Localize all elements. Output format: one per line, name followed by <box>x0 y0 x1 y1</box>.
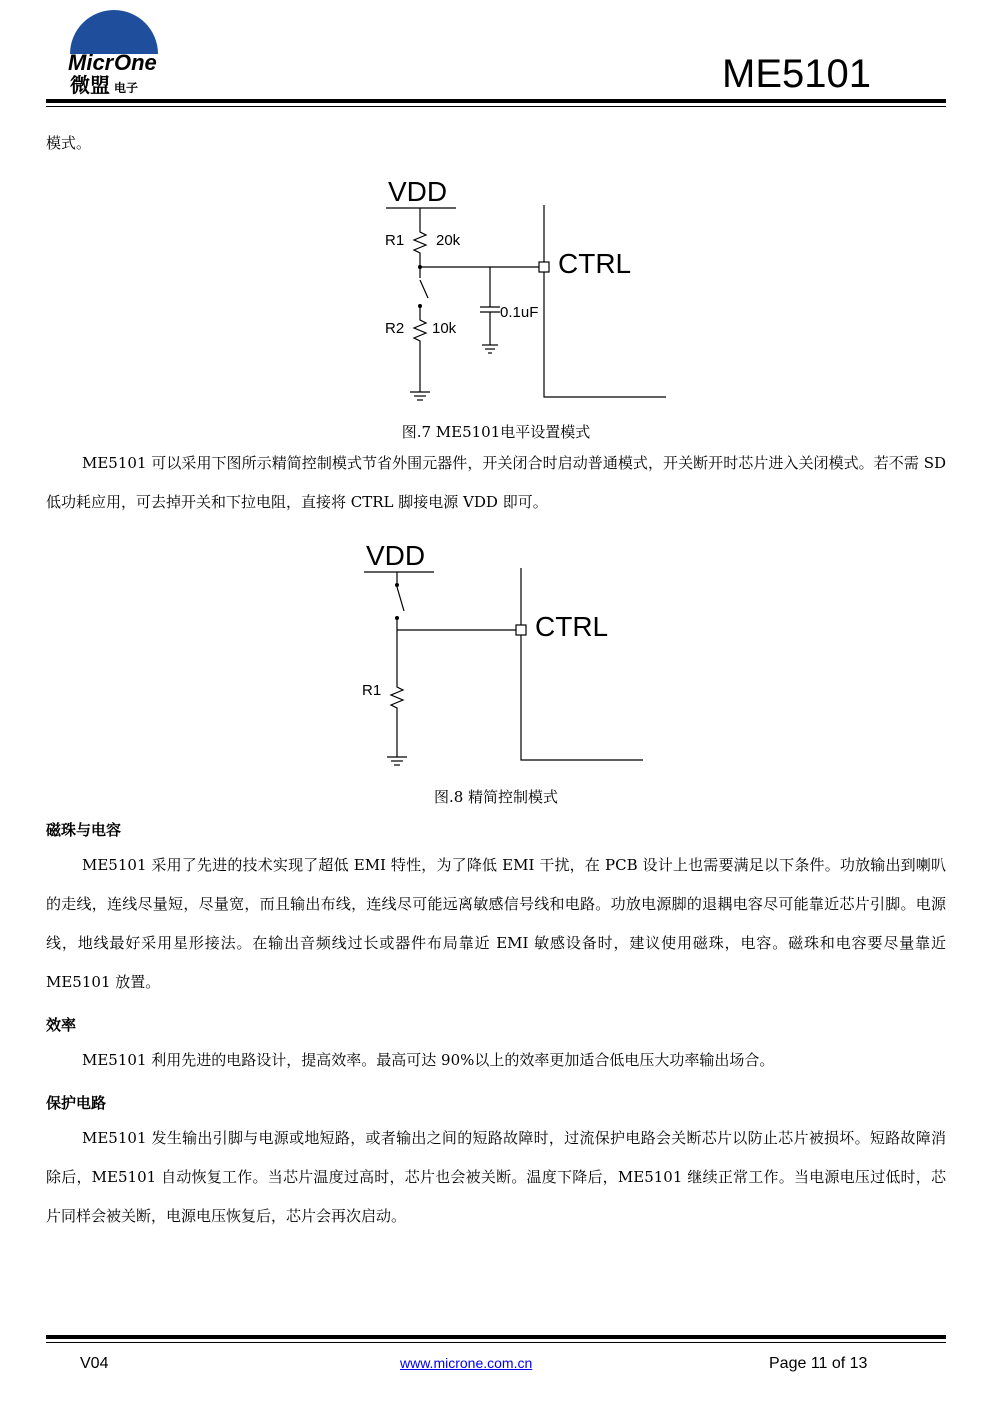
chip-outline <box>544 205 666 397</box>
footer-version: V04 <box>80 1355 109 1372</box>
figure8-vdd-label: VDD <box>366 540 426 571</box>
figure7-caption: 图.7 ME5101电平设置模式 <box>401 423 591 441</box>
logo-text-en-b: One <box>114 50 157 75</box>
switch <box>420 280 428 298</box>
r1-resistor <box>391 685 403 712</box>
figure7-vdd-label: VDD <box>388 176 448 207</box>
ctrl-pin <box>539 262 549 272</box>
logo-text-cn: 微盟 <box>70 75 110 97</box>
document-title: ME5101 <box>722 52 871 96</box>
logo-text-en-a: Micr <box>68 50 114 75</box>
figure8-ctrl-label: CTRL <box>535 611 609 642</box>
footer-page-number: Page 11 of 13 <box>769 1355 868 1372</box>
r1-resistor <box>414 228 426 257</box>
paragraph-ferrite-capacitor: ME5101 采用了先进的技术实现了超低 EMI 特性，为了降低 EMI 干扰，在 PCB 设计上也需要满足以下条件。功放输出到喇叭的走线，连线尽量短，尽量宽，而且输出布线，连线尽可能远离敏感信号线和电路。功放电源脚的退耦电容尽可能靠近芯片引脚。电源线，地线最好采用星形接法。在输出音频线过长或器件布局靠近 EMI 敏感设备时，建议使用磁珠，电容。磁珠和电容要尽量靠近 ME5101 放置。 <box>46 856 946 991</box>
ctrl-pin <box>516 625 526 635</box>
footer-url-wrap <box>400 1355 532 1373</box>
paragraph-protection: ME5101 发生输出引脚与电源或地短路，或者输出之间的短路故障时，过流保护电路会关断芯片以防止芯片被损坏。短路故障消除后，ME5101 自动恢复工作。当芯片温度过高时，芯片也会被关断。温度下降后，ME5101 继续正常工作。当电源电压过低时，芯片同样会被关断，电源电压恢复后，芯片会再次启动。 <box>46 1129 946 1225</box>
figure7-r2-label: R2 <box>385 320 405 337</box>
heading-protection: 保护电路 <box>46 1094 107 1112</box>
heading-efficiency: 效率 <box>46 1016 77 1034</box>
company-logo <box>62 4 172 100</box>
paragraph-efficiency: ME5101 利用先进的电路设计，提高效率。最高可达 90%以上的效率更加适合低电压大功率输出场合。 <box>82 1051 775 1069</box>
figure7-cap-label: 0.1uF <box>500 304 539 321</box>
intro-fragment: 模式。 <box>46 134 92 152</box>
figure7-r2-value: 10k <box>432 320 457 337</box>
figure8-caption: 图.8 精简控制模式 <box>433 788 559 806</box>
paragraph-simple-control: ME5101 可以采用下图所示精简控制模式节省外围元器件，开关闭合时启动普通模式，开关断开时芯片进入关闭模式。若不需 SD 低功耗应用，可去掉开关和下拉电阻，直接将 CTRL 脚接电源 VDD 即可。 <box>46 454 946 511</box>
chip-outline <box>521 568 643 760</box>
figure7-r1-label: R1 <box>385 232 405 249</box>
logo-text-cn-small: 电子 <box>114 81 139 95</box>
header-rule-thin <box>46 106 946 107</box>
figure7-circuit <box>360 170 680 415</box>
switch <box>397 587 404 611</box>
heading-ferrite-capacitor: 磁珠与电容 <box>46 821 122 839</box>
figure8-r1-label: R1 <box>362 682 382 699</box>
footer-url-link[interactable]: www.microne.com.cn <box>400 1355 533 1371</box>
figure7-ctrl-label: CTRL <box>558 248 632 279</box>
header-rule <box>46 99 946 103</box>
footer-rule <box>46 1335 946 1339</box>
footer-rule-thin <box>46 1342 946 1343</box>
r2-resistor <box>414 318 426 345</box>
figure8-circuit <box>340 535 660 775</box>
figure7-r1-value: 20k <box>436 232 461 249</box>
